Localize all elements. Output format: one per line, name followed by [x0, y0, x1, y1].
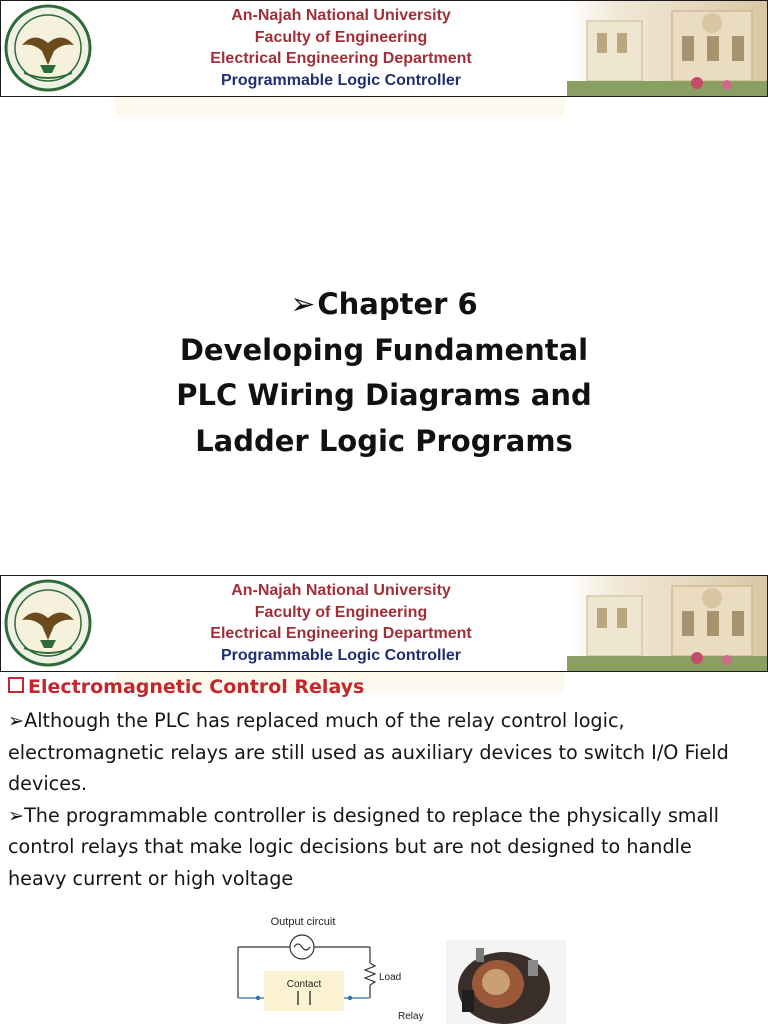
arrow-bullet-icon: ➢: [290, 287, 316, 322]
banner-university: An-Najah National University: [231, 7, 451, 24]
banner-text: [131, 5, 551, 91]
university-banner: [0, 575, 768, 672]
university-logo: [4, 3, 92, 93]
arrow-bullet-icon: ➢: [8, 803, 25, 827]
chapter-title-line: Developing Fundamental: [179, 332, 589, 367]
section-title: [8, 676, 364, 698]
paragraph-text: The programmable controller is designed to replace the physically small control relays that make logic decisions but are not designed to handle heavy current or high voltage: [8, 803, 719, 890]
paragraph: [8, 705, 748, 800]
paragraph-text: Although the PLC has replaced much of the relay control logic, electromagnetic relays are still used as auxiliary devices to switch I/O Field devices.: [8, 709, 729, 795]
paragraph: [8, 800, 748, 895]
banner-text: [131, 580, 551, 666]
relay-label: Relay: [398, 1011, 424, 1022]
campus-photo: [567, 1, 767, 96]
slide-2: [0, 575, 768, 1024]
relay-circuit-diagram: [228, 911, 428, 1024]
chapter-title: [0, 282, 768, 464]
section-title-text: Electromagnetic Control Relays: [28, 676, 365, 698]
load-resistor-icon: [365, 963, 375, 985]
arrow-bullet-icon: ➢: [8, 709, 25, 732]
chapter-title-line: PLC Wiring Diagrams and: [176, 378, 592, 412]
chapter-title-line: Ladder Logic Programs: [195, 423, 573, 458]
banner-faculty: Faculty of Engineering: [254, 28, 428, 46]
university-logo: [4, 578, 92, 668]
load-label: Load: [379, 972, 402, 983]
checkbox-bullet-icon: [8, 677, 24, 693]
contact-highlight: [264, 971, 344, 1011]
university-banner: [0, 0, 768, 97]
banner-faculty: Faculty of Engineering: [254, 603, 428, 621]
banner-university: An-Najah National University: [231, 582, 451, 599]
banner-course: Programmable Logic Controller: [220, 646, 462, 664]
campus-photo: [567, 576, 767, 671]
chapter-number: Chapter 6: [317, 287, 478, 321]
relay-photo: [446, 940, 566, 1024]
banner-course: Programmable Logic Controller: [220, 71, 462, 89]
output-circuit-label: Output circuit: [270, 916, 336, 928]
contact-label: Contact: [286, 979, 322, 990]
body-text: [8, 705, 748, 894]
banner-department: Electrical Engineering Department: [210, 625, 472, 642]
banner-department: Electrical Engineering Department: [210, 50, 472, 67]
